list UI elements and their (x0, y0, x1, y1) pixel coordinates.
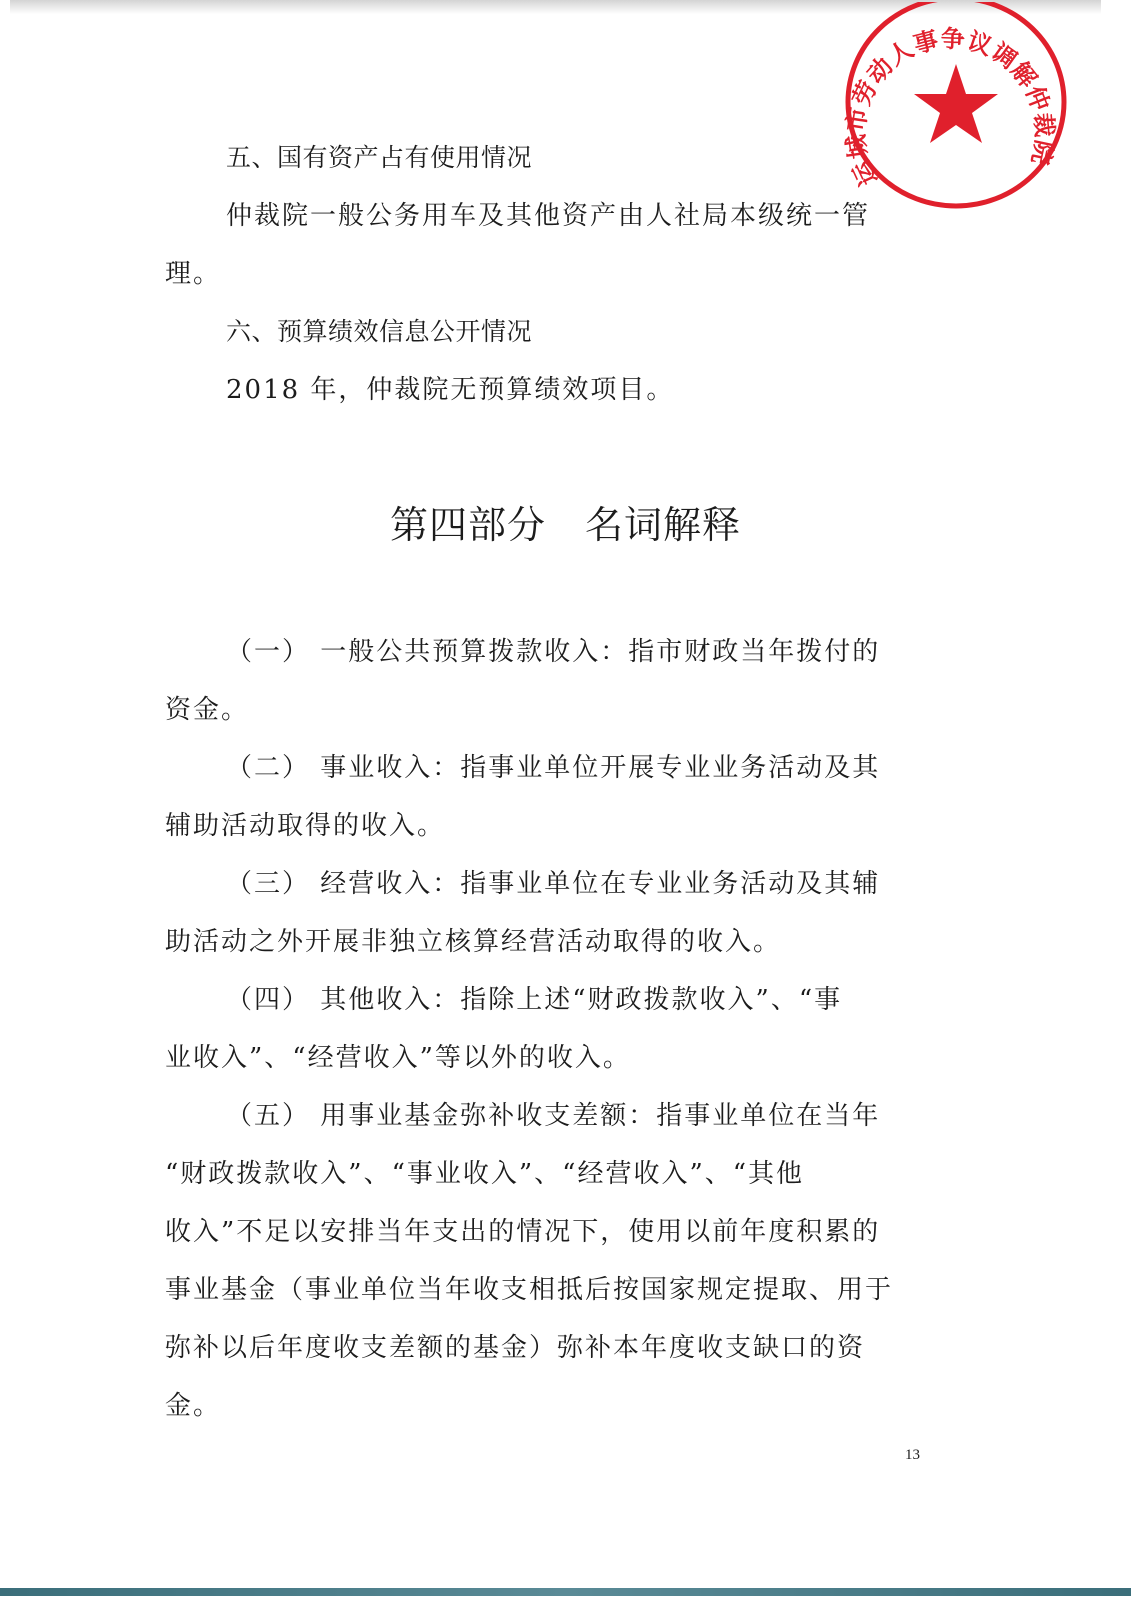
seal-star-icon (914, 64, 998, 143)
scan-bottom-edge (0, 1588, 1131, 1596)
body-line: 2018 年，仲裁院无预算绩效项目。 (226, 375, 675, 405)
definition-line: （五） 用事业基金弥补收支差额：指事业单位在当年 (226, 1101, 881, 1131)
definition-line: （二） 事业收入：指事业单位开展专业业务活动及其 (226, 753, 881, 783)
definition-line: 收入”不足以安排当年支出的情况下，使用以前年度积累的 (165, 1217, 881, 1247)
body-line: 仲裁院一般公务用车及其他资产由人社局本级统一管 (226, 201, 871, 231)
seal-text: 运城市劳动人事争议调解仲裁院 (841, 24, 1059, 190)
body-line: 理。 (165, 259, 222, 289)
definition-line: 弥补以后年度收支差额的基金）弥补本年度收支缺口的资 (165, 1333, 866, 1363)
section-heading-assets: 五、国有资产占有使用情况 (226, 143, 533, 172)
definition-line: （四） 其他收入：指除上述“财政拨款收入”、“事 (226, 985, 843, 1015)
page-number: 13 (905, 1447, 920, 1463)
definition-line: “财政拨款收入”、“事业收入”、“经营收入”、“其他 (165, 1159, 805, 1189)
official-seal (838, 2, 1070, 216)
definition-line: 金。 (165, 1391, 222, 1421)
section-heading-performance: 六、预算绩效信息公开情况 (226, 317, 533, 346)
definition-line: （三） 经营收入：指事业单位在专业业务活动及其辅 (226, 869, 881, 899)
definition-line: 资金。 (165, 695, 250, 725)
definition-line: 事业基金（事业单位当年收支相抵后按国家规定提取、用于 (165, 1275, 894, 1305)
definition-line: 业收入”、“经营收入”等以外的收入。 (165, 1043, 631, 1073)
definition-line: 辅助活动取得的收入。 (165, 811, 446, 841)
definition-line: 助活动之外开展非独立核算经营活动取得的收入。 (165, 927, 782, 957)
definition-line: （一） 一般公共预算拨款收入：指市财政当年拨付的 (226, 637, 881, 667)
part-title: 第四部分 名词解释 (389, 503, 741, 547)
